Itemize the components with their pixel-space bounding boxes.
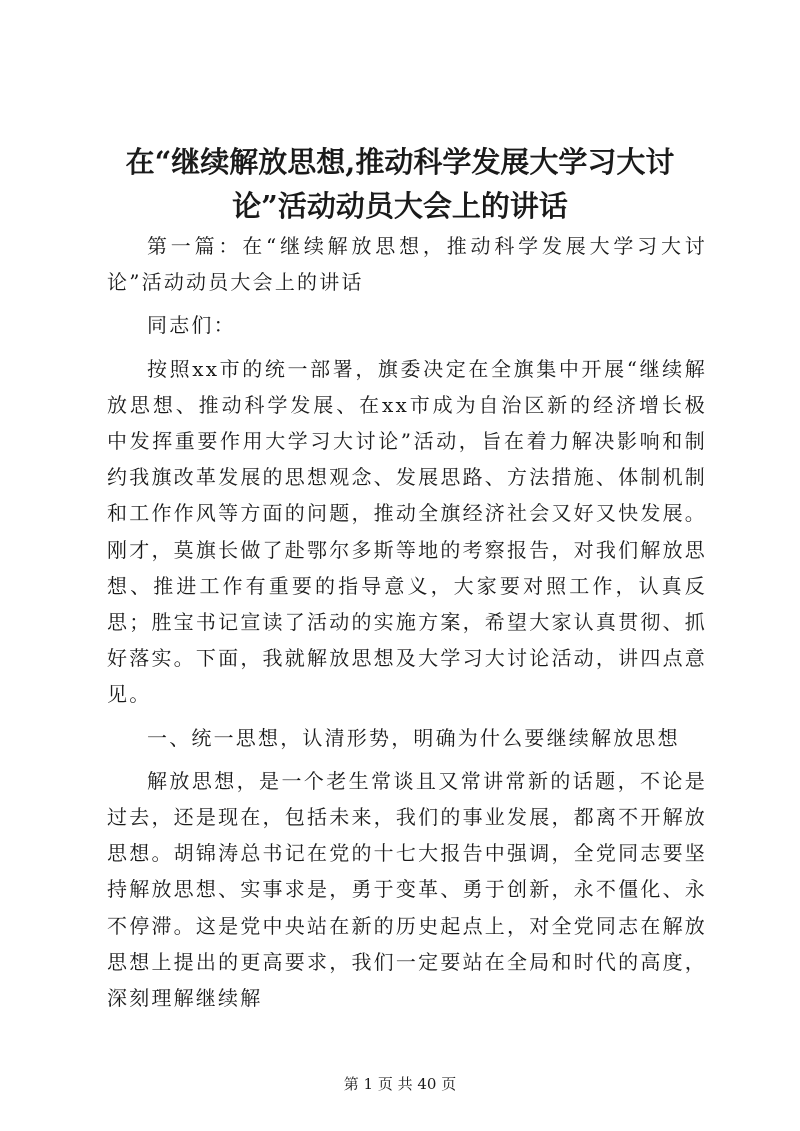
paragraph-intro: 按照xx市的统一部署，旗委决定在全旗集中开展“继续解放思想、推动科学发展、在xx市成为自治区新的经济增长极中发挥重要作用大学习大讨论”活动，旨在着力解决影响和制约我旗改革发展的思想观念、发展思路、方法措施、体制机制和工作作风等方面的问题，推动全旗经济社会又好又快发展。刚才，莫旗长做了赴鄂尔多斯等地的考察报告，对我们解放思想、推进工作有重要的指导意义，大家要对照工作，认真反思；胜宝书记宣读了活动的实施方案，希望大家认真贯彻、抓好落实。下面，我就解放思想及大学习大讨论活动，讲四点意见。 <box>107 356 707 707</box>
page-footer: 第 1 页 共 40 页 <box>343 1075 457 1093</box>
document-body <box>107 228 707 1016</box>
paragraph-section-heading: 第一篇：在“继续解放思想，推动科学发展大学习大讨论”活动动员大会上的讲话 <box>107 234 707 295</box>
paragraph-salutation: 同志们： <box>147 313 236 338</box>
paragraph-point-one-body: 解放思想，是一个老生常谈且又常讲常新的话题，不论是过去，还是现在，包括未来，我们的事业发展，都离不开解放思想。胡锦涛总书记在党的十七大报告中强调，全党同志要坚持解放思想、实事求是，勇于变革、勇于创新，永不僵化、永不停滞。这是党中央站在新的历史起点上，对全党同志在解放思想上提出的更高要求，我们一定要站在全局和时代的高度，深刻理解继续解 <box>107 768 707 1011</box>
paragraph-point-one-heading: 一、统一思想，认清形势，明确为什么要继续解放思想 <box>147 725 680 750</box>
document-title: 在“继续解放思想,推动科学发展大学习大讨论”活动动员大会上的讲话 <box>125 145 675 223</box>
